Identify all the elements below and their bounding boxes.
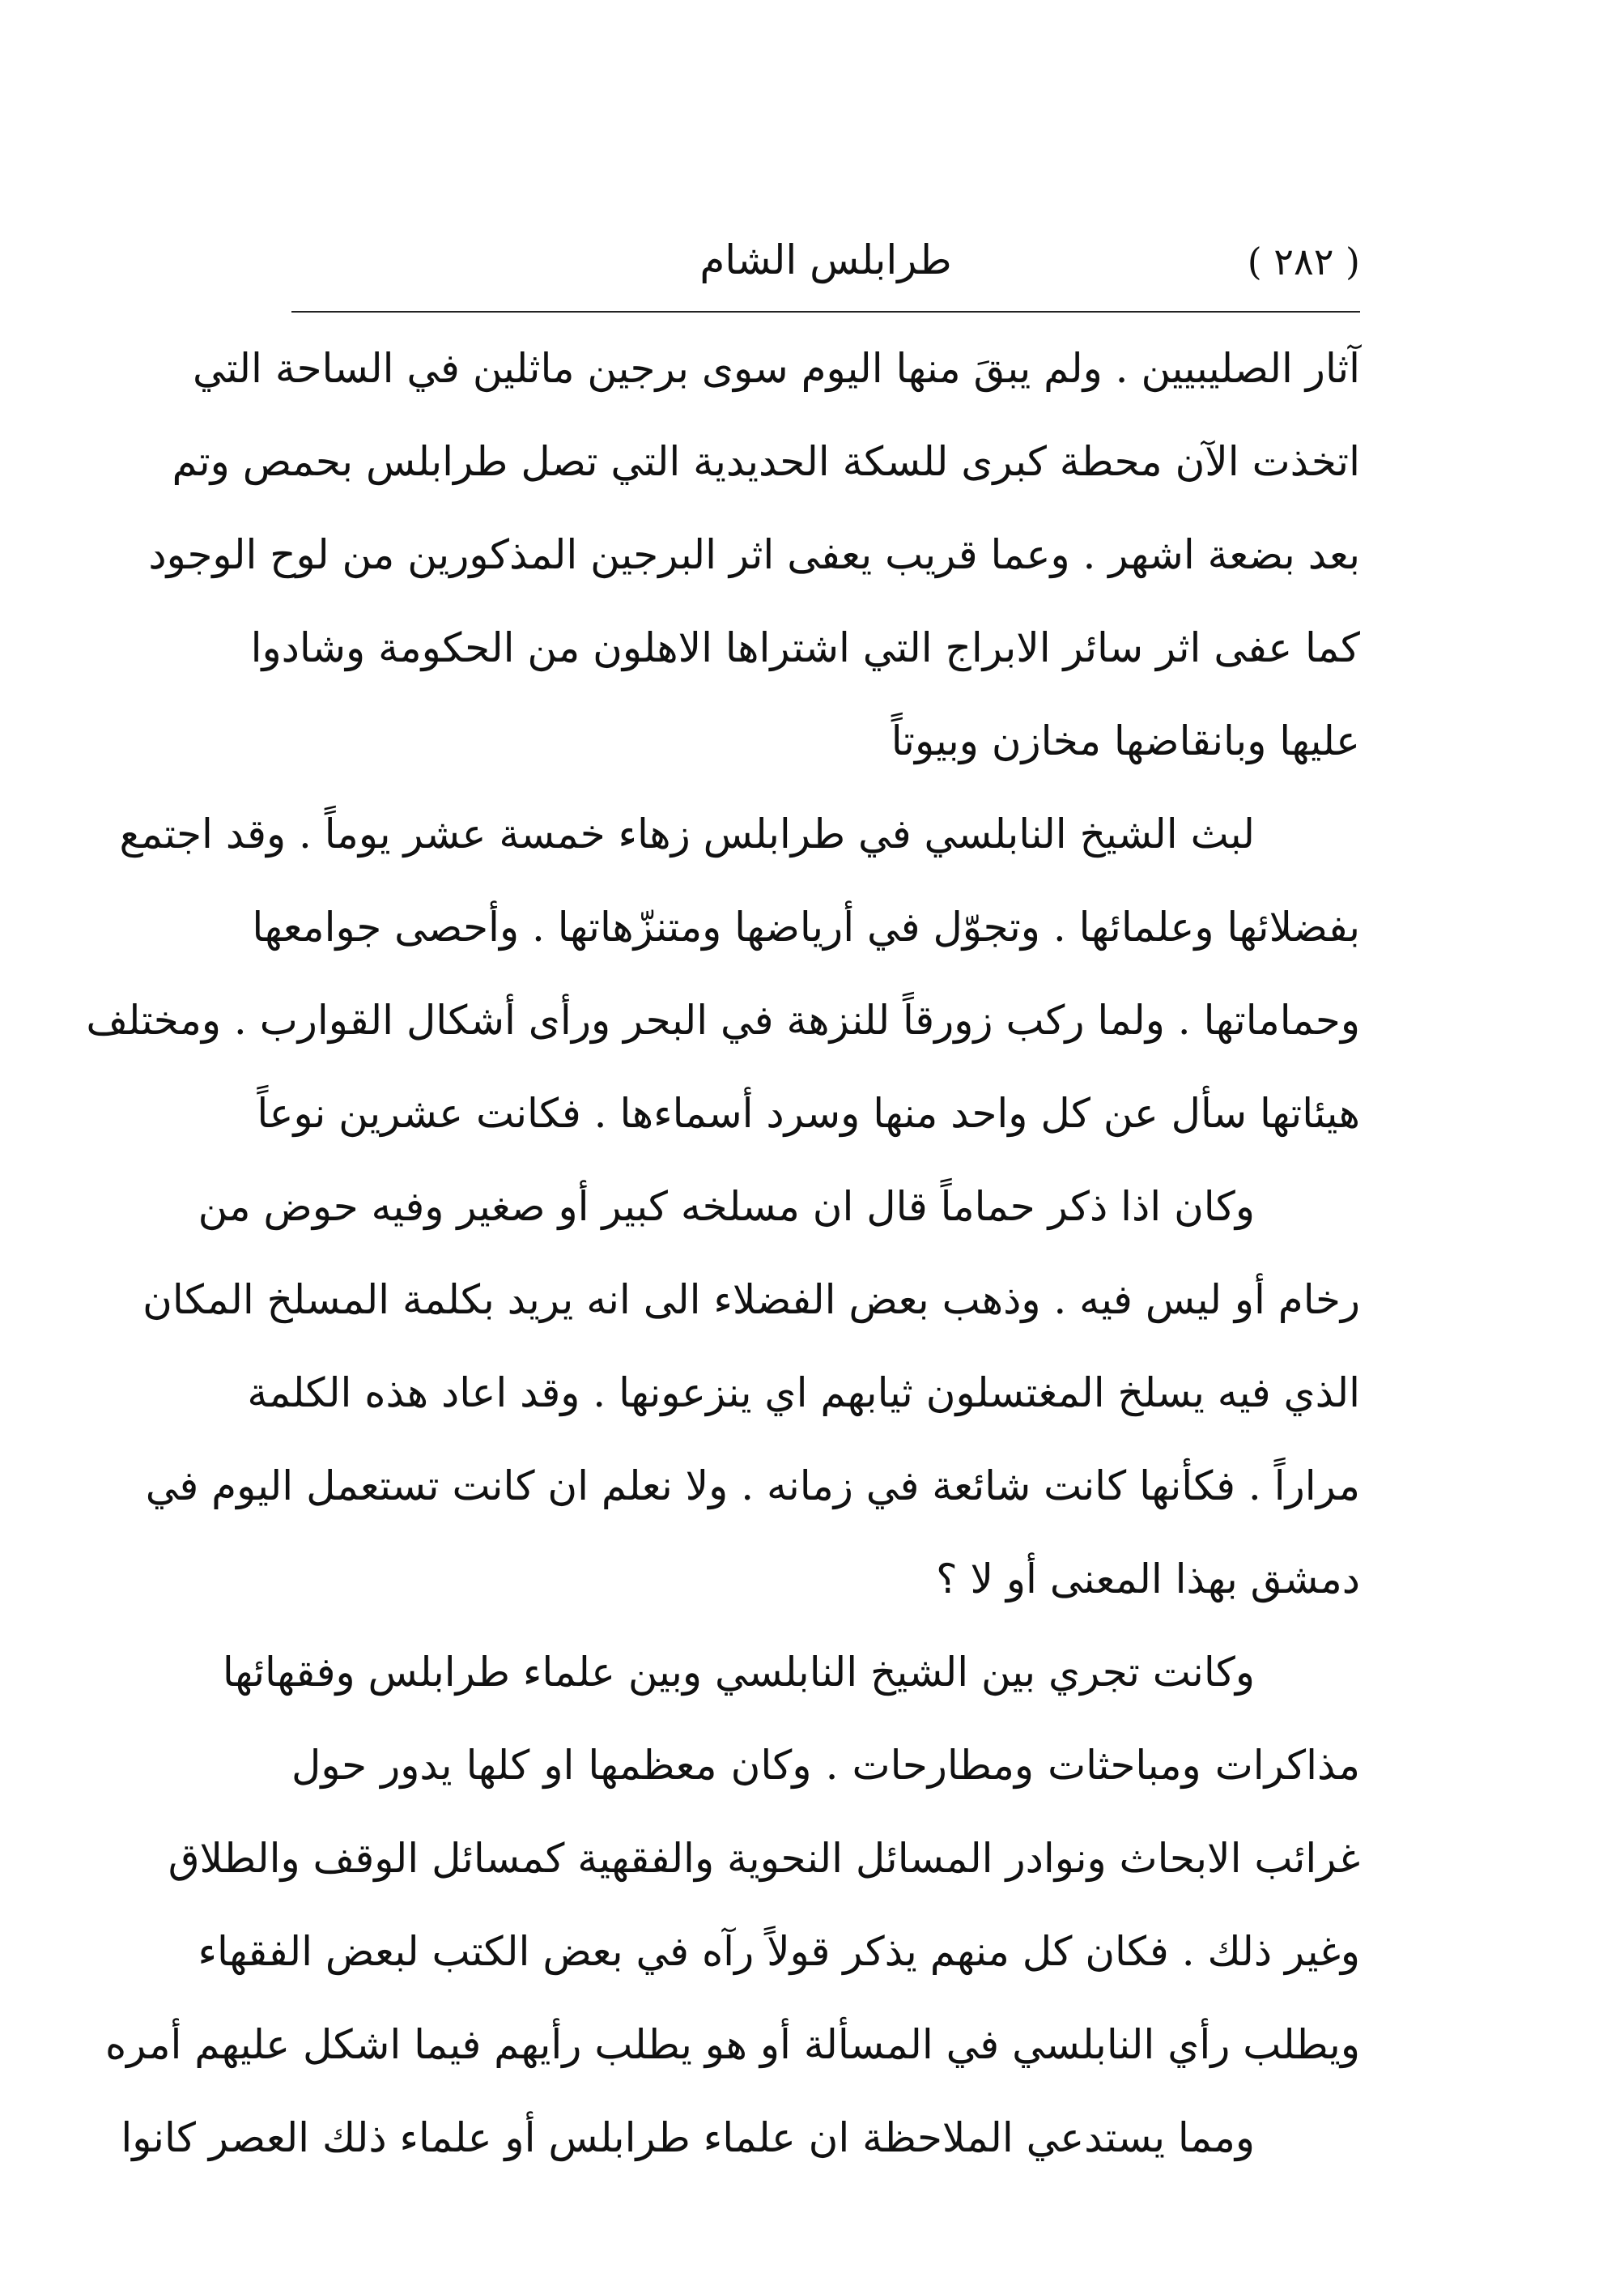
text-line: بعد بضعة اشهر . وعما قريب يعفى اثر البرجين المذكورين من لوح الوجود (148, 531, 1360, 578)
text-line: هيئاتها سأل عن كل واحد منها وسرد أسماءها . فكانت عشرين نوعاً (257, 1090, 1360, 1137)
text-line: بفضلائها وعلمائها . وتجوّل في أرياضها ومتنزّهاتها . وأحصى جوامعها (252, 904, 1360, 951)
text-line: وحماماتها . ولما ركب زورقاً للنزهة في البحر ورأى أشكال القوارب . ومختلف (86, 997, 1360, 1044)
header-divider (291, 311, 1360, 313)
text-line: وغير ذلك . فكان كل منهم يذكر قولاً رآه في بعض الكتب لبعض الفقهاء (198, 1928, 1360, 1975)
body-text (86, 322, 1360, 2185)
text-line: مراراً . فكأنها كانت شائعة في زمانه . ولا نعلم ان كانت تستعمل اليوم في (145, 1462, 1360, 1509)
text-line: مذاكرات ومباحثات ومطارحات . وكان معظمها او كلها يدور حول (291, 1742, 1360, 1789)
text-line: آثار الصليبيين . ولم يبقَ منها اليوم سوى برجين ماثلين في الساحة التي (193, 345, 1360, 392)
text-line: وكانت تجري بين الشيخ النابلسي وبين علماء طرابلس وفقهائها (222, 1649, 1255, 1696)
page-header (291, 231, 1360, 304)
running-title: طرابلس الشام (699, 236, 952, 283)
text-line: وكان اذا ذكر حماماً قال ان مسلخه كبير أو صغير وفيه حوض من (198, 1183, 1255, 1230)
text-line: كما عفى اثر سائر الابراج التي اشتراها الاهلون من الحكومة وشادوا (250, 624, 1360, 671)
text-line: ومما يستدعي الملاحظة ان علماء طرابلس أو علماء ذلك العصر كانوا (121, 2114, 1255, 2161)
text-line: اتخذت الآن محطة كبرى للسكة الحديدية التي تصل طرابلس بحمص وتم (172, 438, 1360, 485)
text-line: رخام أو ليس فيه . وذهب بعض الفضلاء الى انه يريد بكلمة المسلخ المكان (142, 1276, 1360, 1323)
text-line: لبث الشيخ النابلسي في طرابلس زهاء خمسة عشر يوماً . وقد اجتمع (119, 811, 1255, 858)
page-number: ( ٢٨٢ ) (1247, 240, 1360, 283)
text-line: الذي فيه يسلخ المغتسلون ثيابهم اي ينزعونها . وقد اعاد هذه الكلمة (247, 1369, 1360, 1416)
text-line: غرائب الابحاث ونوادر المسائل النحوية والفقهية كمسائل الوقف والطلاق (168, 1835, 1360, 1882)
text-line: ويطلب رأي النابلسي في المسألة أو هو يطلب رأيهم فيما اشكل عليهم أمره (104, 2021, 1360, 2068)
text-line: عليها وبانقاضها مخازن وبيوتاً (891, 717, 1360, 764)
text-line: دمشق بهذا المعنى أو لا ؟ (936, 1556, 1360, 1602)
